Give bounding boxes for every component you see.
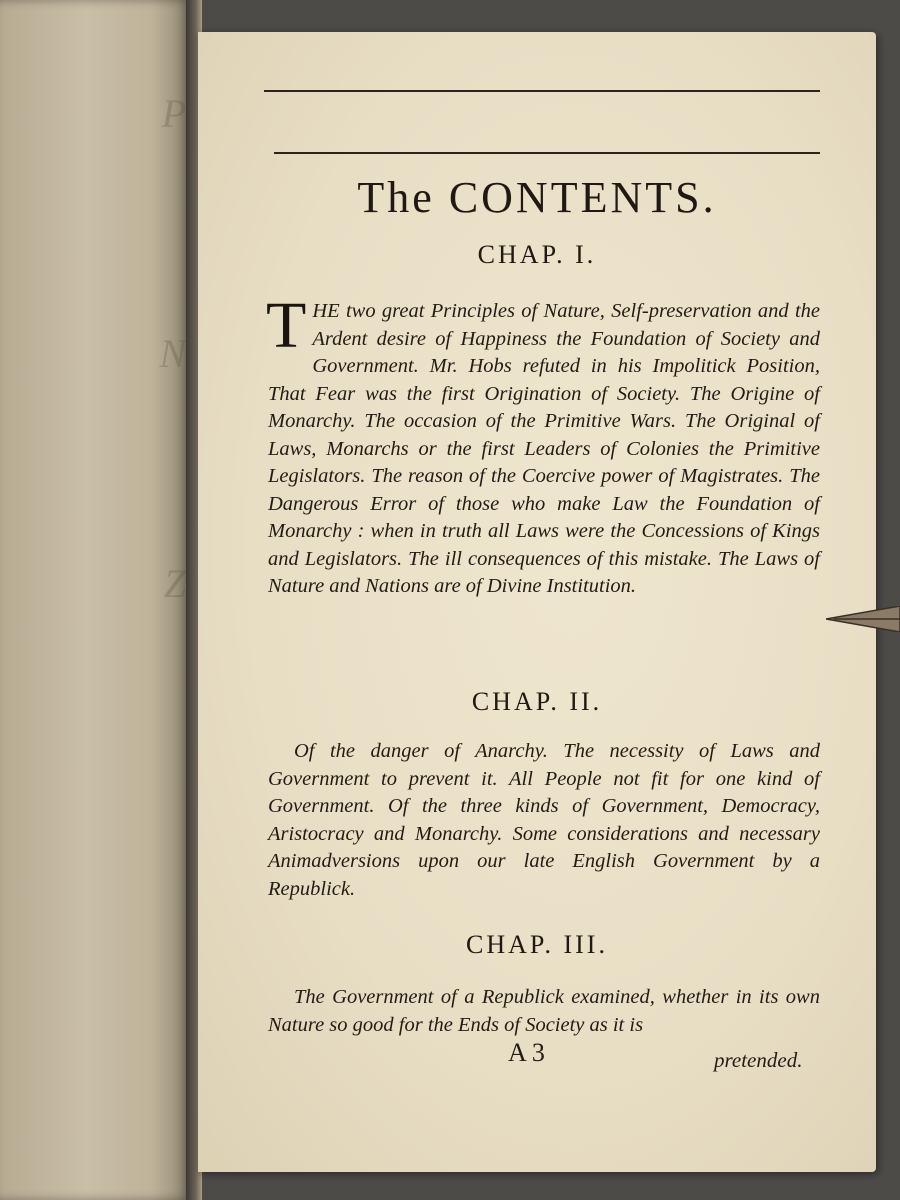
show-through-mark: P xyxy=(161,91,186,136)
show-through-mark: Z xyxy=(163,561,186,606)
chapter-summary-3 xyxy=(268,984,820,1039)
catchword: pretended. xyxy=(714,1048,803,1072)
chapter-summary-3-text: The Government of a Republick examined, whether in its own Nature so good for the Ends of Society as it is xyxy=(268,986,820,1036)
chapter-summary-2 xyxy=(268,738,820,903)
chapter-heading-2: CHAP. II. xyxy=(471,687,603,716)
second-rule xyxy=(274,152,820,154)
signature-mark: A 3 xyxy=(508,1038,545,1067)
contents-page xyxy=(198,32,876,1172)
chapter-summary-2-text: Of the danger of Anarchy. The necessity of Laws and Government to prevent it. All People not fit for one kind of Government. Of the three kinds of Government, Democracy, Aristocracy and Monarchy. Some considerations and necessary Animadversions upon our late English Government by a Republick. xyxy=(268,740,820,900)
show-through-mark: N xyxy=(159,331,186,376)
chapter-summary-1-text: HE two great Principles of Nature, Self-preservation and the Ardent desire of Happiness the Foundation of Society and Government. Mr. Hobs refuted in his Impolitick Position, That Fear was the first Origination of Society. The Origine of Monarchy. The occasion of the Primitive Wars. The Original of Laws, Monarchs or the first Leaders of Colonies the Primitive Legislators. The reason of the Coercive power of Magistrates. The Dangerous Error of those who make Law the Foundation of Monarchy : when in truth all Laws were the Concessions of Kings and Legislators. The ill consequences of this mistake. The Laws of Nature and Nations are of Divine Institution. xyxy=(268,300,820,597)
drop-capital: T xyxy=(266,289,307,362)
facing-left-page xyxy=(0,0,190,1200)
chapter-heading-3: CHAP. III. xyxy=(466,930,608,959)
chapter-heading-1: CHAP. I. xyxy=(477,240,597,269)
page-title: The CONTENTS. xyxy=(357,173,717,222)
chapter-summary-1 xyxy=(266,289,820,601)
top-rule xyxy=(264,90,820,92)
bookmark-pointer-icon xyxy=(826,606,900,632)
